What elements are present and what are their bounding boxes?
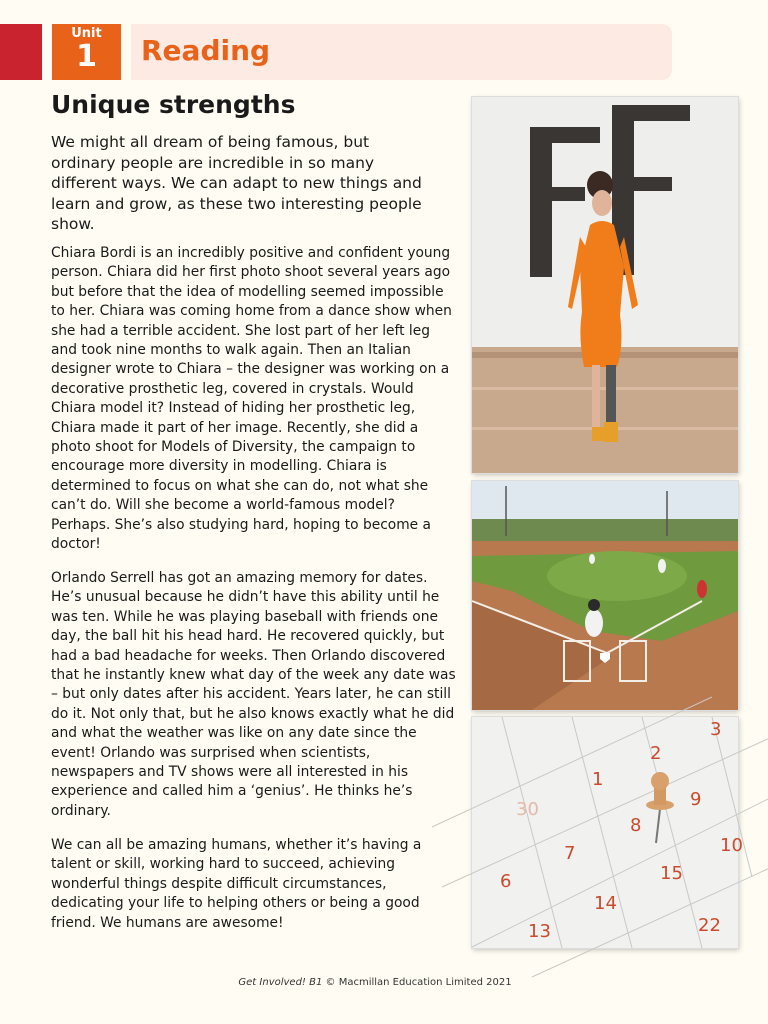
section-banner xyxy=(131,24,672,80)
cal-num-10: 10 xyxy=(720,835,743,856)
cal-num-2: 2 xyxy=(650,743,662,764)
footer-copyright: © Macmillan Education Limited 2021 xyxy=(325,977,512,988)
paragraph-orlando: Orlando Serrell has got an amazing memory for dates. He’s unusual because he didn’t have this ability until he was ten. While he was playing baseball with friends one day, the ball hit his head hard. He recovered quickly, but had a bad headache for weeks. Then Orlando discovered that he instantly knew what day of the week any date was – but only dates after his accident. Years later, he can still do it. Not only that, but he also knows exactly what he did and what the weather was like on any date since the event! Orlando was surprised when scientists, newspapers and TV shows were all interested in his experience and called him a ‘genius’. He thinks he’s ordinary. xyxy=(51,570,456,819)
baseball-photo xyxy=(472,481,738,710)
cal-num-9: 9 xyxy=(690,789,702,810)
cal-num-3: 3 xyxy=(710,719,722,740)
cal-num-30: 30 xyxy=(516,799,539,820)
section-title: Reading xyxy=(141,34,271,67)
intro-paragraph: We might all dream of being famous, but ordinary people are incredible in so many different ways. We can adapt to new things and learn and grow, as these two interesting people show. xyxy=(51,133,422,233)
cal-num-15: 15 xyxy=(660,863,683,884)
cal-num-6: 6 xyxy=(500,871,512,892)
unit-label: Unit xyxy=(71,26,102,41)
cal-num-8: 8 xyxy=(630,815,642,836)
cal-num-7: 7 xyxy=(564,843,576,864)
cal-num-1: 1 xyxy=(592,769,604,790)
page-title: Unique strengths xyxy=(51,90,296,119)
cal-num-13: 13 xyxy=(528,921,551,942)
unit-number: 1 xyxy=(76,39,97,74)
page-footer xyxy=(0,977,750,988)
model-runway-photo xyxy=(472,97,738,473)
cal-num-22: 22 xyxy=(698,915,721,936)
cal-num-14: 14 xyxy=(594,893,617,914)
paragraph-chiara: Chiara Bordi is an incredibly positive and confident young person. Chiara did her first photo shoot several years ago but before that the idea of modelling seemed impossible to her. Chiara was coming home from a dance show when she had a terrible accident. She lost part of her left leg and took nine months to walk again. Then an Italian designer wrote to Chiara – the designer was working on a decorative prosthetic leg, covered in crystals. Would Chiara model it? Instead of hiding her prosthetic leg, Chiara made it part of her image. Recently, she did a photo shoot for Models of Diversity, the campaign to encourage more diversity in modelling. Chiara is determined to focus on what she can do, not what she can’t do. Will she become a world-famous model? Perhaps. She’s also studying hard, hoping to become a doctor! xyxy=(51,245,452,553)
paragraph-conclusion: We can all be amazing humans, whether it’s having a talent or skill, working hard to succeed, achieving wonderful things despite difficult circumstances, dedicating your life to helping others or being a good friend. We humans are awesome! xyxy=(51,837,422,931)
calendar-photo xyxy=(472,717,743,948)
footer-book-title: Get Involved! B1 xyxy=(238,977,323,988)
unit-badge xyxy=(52,24,121,80)
side-tab xyxy=(0,24,42,80)
